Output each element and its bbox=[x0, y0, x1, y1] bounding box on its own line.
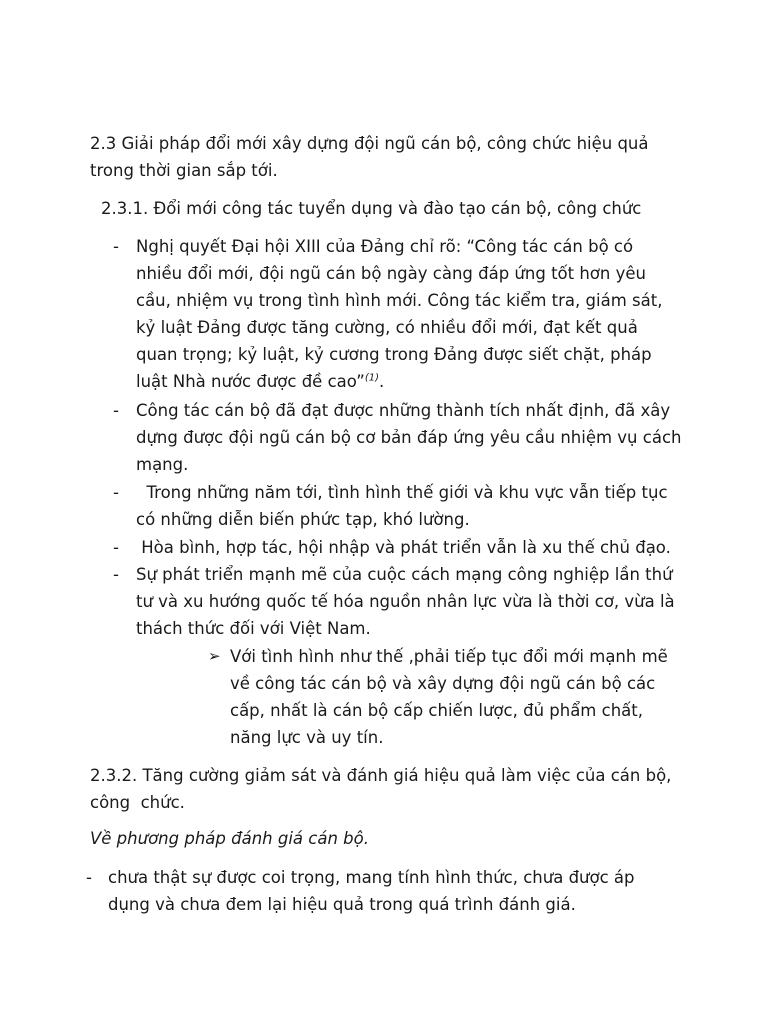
list-item-text: Công tác cán bộ đã đạt được những thành tích nhất định, đã xây dựng được đội ngũ cán bộ cơ bản đáp ứng yêu cầu nhiệm vụ cách mạng. bbox=[136, 401, 682, 474]
list-item-text: Trong những năm tới, tình hình thế giới và khu vực vẫn tiếp tục có những diễn biến phức tạp, khó lường. bbox=[136, 483, 673, 529]
arrow-bullet-icon: ➢ bbox=[208, 647, 221, 665]
list-item-text bbox=[136, 233, 683, 395]
dash-bullet: - bbox=[86, 868, 92, 887]
footnote-tail: . bbox=[378, 372, 385, 391]
dash-bullet: - bbox=[113, 483, 119, 502]
list-item-text: Sự phát triển mạnh mẽ của cuộc cách mạng công nghiệp lần thứ tư và xu hướng quốc tế hóa nguồn nhân lực vừa là thời cơ, vừa là thách thức đối với Việt Nam. bbox=[136, 565, 675, 638]
footnote-mark: (1) bbox=[364, 372, 379, 384]
section-2-3-heading: 2.3 Giải pháp đổi mới xây dựng đội ngũ cán bộ, công chức hiệu quả trong thời gian sắp tới. bbox=[90, 134, 649, 180]
list-item-text: chưa thật sự được coi trọng, mang tính hình thức, chưa được áp dụng và chưa đem lại hiệu quả trong quá trình đánh giá. bbox=[108, 868, 635, 914]
dash-bullet: - bbox=[113, 401, 119, 420]
dash-bullet: - bbox=[113, 538, 119, 557]
dash-bullet: - bbox=[113, 565, 119, 584]
section-2-3-2-heading: 2.3.2. Tăng cường giảm sát và đánh giá hiệu quả làm việc của cán bộ, công chức. bbox=[90, 766, 677, 812]
list-item-text: Hòa bình, hợp tác, hội nhập và phát triển vẫn là xu thế chủ đạo. bbox=[136, 538, 671, 557]
arrow-list-item-text: Với tình hình như thế ,phải tiếp tục đổi mới mạnh mẽ về công tác cán bộ và xây dựng đội ngũ cán bộ các cấp, nhất là cán bộ cấp chiến lược, đủ phẩm chất, năng lực và uy tín. bbox=[230, 647, 668, 747]
section-2-3-1-heading: 2.3.1. Đổi mới công tác tuyển dụng và đào tạo cán bộ, công chức bbox=[101, 199, 642, 218]
list-item-body: Nghị quyết Đại hội XIII của Đảng chỉ rõ: “Công tác cán bộ có nhiều đổi mới, đội ngũ cán bộ ngày càng đáp ứng tốt hơn yêu cầu, nhiệm vụ trong tình hình mới. Công tác kiểm tra, giám sát, kỷ luật Đảng được tăng cường, có nhiều đổi mới, đạt kết quả quan trọng; kỷ luật, kỷ cương trong Đảng được siết chặt, pháp luật Nhà nước được đề cao” bbox=[136, 237, 663, 391]
dash-bullet: - bbox=[113, 237, 119, 256]
section-2-3-2-subheading: Về phương pháp đánh giá cán bộ. bbox=[90, 829, 369, 848]
